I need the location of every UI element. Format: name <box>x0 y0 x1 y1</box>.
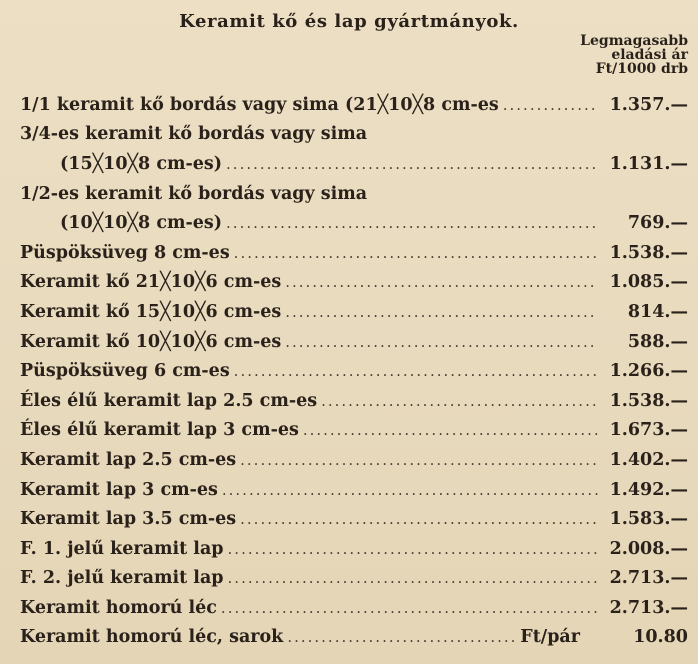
column-header-line: eladási ár <box>611 47 688 63</box>
dot-leader <box>240 450 598 470</box>
item-name: Keramit lap 2.5 cm-es <box>20 449 237 470</box>
price-row <box>20 475 688 505</box>
column-header-line: Ft/1000 drb <box>595 61 688 77</box>
price-row <box>20 120 688 150</box>
item-price: 588.— <box>627 331 688 352</box>
price-row <box>20 297 688 327</box>
dot-leader <box>226 213 598 233</box>
item-name: Keramit homorú léc, sarok <box>20 627 284 648</box>
dot-leader <box>221 598 598 618</box>
dot-leader <box>321 391 598 411</box>
item-name: (15╳10╳8 cm-es) <box>60 153 223 174</box>
price-row <box>20 445 688 475</box>
dot-leader <box>226 154 598 174</box>
page-title: Keramit kő és lap gyártmányok. <box>179 11 519 32</box>
price-row <box>20 238 688 268</box>
price-row <box>20 593 688 623</box>
item-price: 1.357.— <box>609 94 688 115</box>
item-name: Keramit lap 3.5 cm-es <box>20 509 237 530</box>
dot-leader <box>285 272 598 292</box>
item-price: 769.— <box>627 213 688 234</box>
item-price: 1.538.— <box>609 242 688 263</box>
item-unit: Ft/pár <box>520 627 580 648</box>
item-name: (10╳10╳8 cm-es) <box>60 213 223 234</box>
item-name: F. 1. jelű keramit lap <box>20 538 224 559</box>
item-price: 1.538.— <box>609 390 688 411</box>
price-row <box>20 386 688 416</box>
item-name: Keramit kő 15╳10╳6 cm-es <box>20 301 282 322</box>
item-name: Keramit homorú léc <box>20 597 217 618</box>
price-row <box>20 416 688 446</box>
item-price: 1.085.— <box>609 272 688 293</box>
item-price: 2.713.— <box>609 568 688 589</box>
dot-leader <box>240 509 598 529</box>
price-row <box>20 179 688 209</box>
price-row <box>20 327 688 357</box>
dot-leader <box>234 361 598 381</box>
item-name: 1/1 keramit kő bordás vagy sima (21╳10╳8 cm-es <box>20 94 499 115</box>
price-row <box>20 534 688 564</box>
price-column-header <box>538 34 688 76</box>
item-name: 3/4-es keramit kő bordás vagy sima <box>20 124 368 145</box>
dot-leader <box>287 627 516 647</box>
price-row <box>20 504 688 534</box>
item-price: 1.402.— <box>609 449 688 470</box>
item-name: Keramit kő 10╳10╳6 cm-es <box>20 331 282 352</box>
item-name: F. 2. jelű keramit lap <box>20 568 224 589</box>
item-price: 814.— <box>627 301 688 322</box>
dot-leader <box>285 332 598 352</box>
item-price: 1.492.— <box>609 479 688 500</box>
item-price: 1.131.— <box>609 153 688 174</box>
dot-leader <box>285 302 598 322</box>
item-price: 2.008.— <box>609 538 688 559</box>
dot-leader <box>234 243 598 263</box>
item-price: 1.673.— <box>609 420 688 441</box>
item-name: Püspöksüveg 8 cm-es <box>20 242 230 263</box>
dot-leader <box>228 568 598 588</box>
item-price: 1.266.— <box>609 361 688 382</box>
item-name: Éles élű keramit lap 2.5 cm-es <box>20 390 318 411</box>
dot-leader <box>222 480 598 500</box>
item-name: Püspöksüveg 6 cm-es <box>20 361 230 382</box>
price-row <box>20 149 688 179</box>
item-price: 1.583.— <box>609 509 688 530</box>
dot-leader <box>503 95 598 115</box>
price-row <box>20 90 688 120</box>
item-price: 2.713.— <box>609 597 688 618</box>
price-row <box>20 268 688 298</box>
price-list <box>20 90 688 652</box>
item-name: Keramit lap 3 cm-es <box>20 479 218 500</box>
item-name: 1/2-es keramit kő bordás vagy sima <box>20 183 368 204</box>
price-row <box>20 356 688 386</box>
price-row <box>20 623 688 653</box>
column-header-line: Legmagasabb <box>580 33 688 49</box>
dot-leader <box>303 420 598 440</box>
item-name: Keramit kő 21╳10╳6 cm-es <box>20 272 282 293</box>
price-row <box>20 564 688 594</box>
item-price: 10.80 <box>633 627 688 648</box>
dot-leader <box>228 539 598 559</box>
item-name: Éles élű keramit lap 3 cm-es <box>20 420 299 441</box>
price-row <box>20 208 688 238</box>
